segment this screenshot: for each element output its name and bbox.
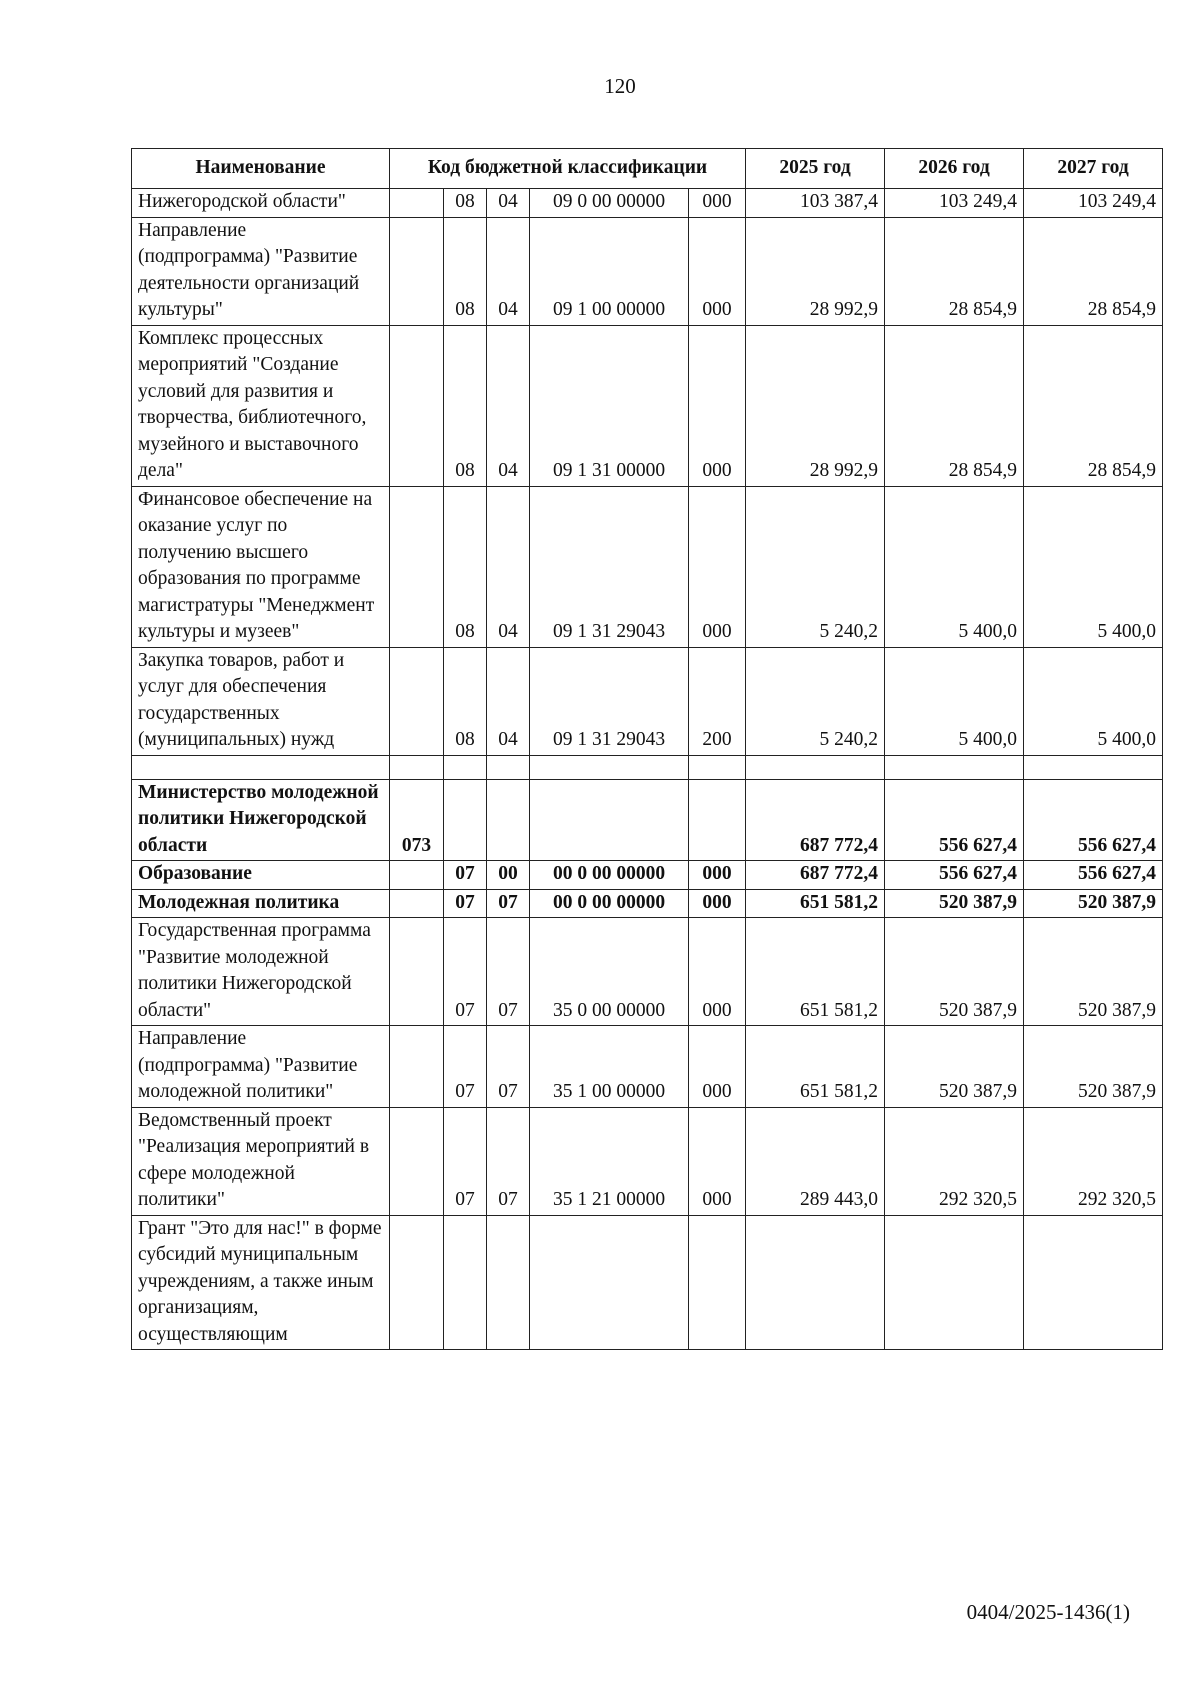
cell-section: 07 — [444, 861, 487, 890]
cell-2025: 5 240,2 — [746, 486, 885, 647]
table-row — [132, 217, 1163, 325]
cell-name: Финансовое обеспечение на оказание услуг по получению высшего образования по программе магистратуры "Менеджмент культуры и музеев" — [132, 486, 390, 647]
cell-target-article: 00 0 00 00000 — [530, 861, 689, 890]
cell-grbs — [390, 755, 444, 779]
cell-subsection: 04 — [487, 647, 530, 755]
cell-2027: 5 400,0 — [1024, 647, 1163, 755]
cell-2025: 28 992,9 — [746, 217, 885, 325]
cell-name: Государственная программа "Развитие молодежной политики Нижегородской области" — [132, 918, 390, 1026]
cell-2025: 103 387,4 — [746, 189, 885, 218]
cell-section — [444, 755, 487, 779]
cell-target-article: 00 0 00 00000 — [530, 889, 689, 918]
cell-2025: 5 240,2 — [746, 647, 885, 755]
table-row — [132, 325, 1163, 486]
cell-target-article: 09 1 31 29043 — [530, 486, 689, 647]
cell-2027 — [1024, 755, 1163, 779]
cell-grbs — [390, 647, 444, 755]
cell-expense-type: 000 — [689, 918, 746, 1026]
cell-subsection — [487, 755, 530, 779]
cell-name: Направление (подпрограмма) "Развитие деятельности организаций культуры" — [132, 217, 390, 325]
cell-grbs — [390, 189, 444, 218]
cell-section: 07 — [444, 889, 487, 918]
cell-subsection: 07 — [487, 1107, 530, 1215]
cell-subsection — [487, 779, 530, 861]
cell-subsection: 07 — [487, 1026, 530, 1108]
cell-name: Направление (подпрограмма) "Развитие молодежной политики" — [132, 1026, 390, 1108]
cell-name: Комплекс процессных мероприятий "Создание условий для развития и творчества, библиотечного, музейного и выставочного дела" — [132, 325, 390, 486]
header-code: Код бюджетной классификации — [390, 149, 746, 189]
cell-grbs — [390, 486, 444, 647]
cell-expense-type: 000 — [689, 325, 746, 486]
cell-subsection — [487, 1215, 530, 1350]
cell-expense-type: 000 — [689, 1026, 746, 1108]
cell-grbs — [390, 1026, 444, 1108]
cell-grbs — [390, 1215, 444, 1350]
cell-2025 — [746, 755, 885, 779]
cell-name: Грант "Это для нас!" в форме субсидий муниципальным учреждениям, а также иным организациям, осуществляющим — [132, 1215, 390, 1350]
cell-grbs — [390, 861, 444, 890]
table-row — [132, 1215, 1163, 1350]
cell-2027: 520 387,9 — [1024, 1026, 1163, 1108]
cell-subsection: 04 — [487, 486, 530, 647]
cell-grbs — [390, 889, 444, 918]
table-row — [132, 1107, 1163, 1215]
cell-2026 — [885, 755, 1024, 779]
cell-name — [132, 755, 390, 779]
table-row — [132, 779, 1163, 861]
cell-2027: 28 854,9 — [1024, 217, 1163, 325]
cell-subsection: 07 — [487, 918, 530, 1026]
cell-2025: 651 581,2 — [746, 918, 885, 1026]
cell-section: 07 — [444, 1107, 487, 1215]
cell-target-article: 09 1 31 00000 — [530, 325, 689, 486]
cell-target-article: 35 1 21 00000 — [530, 1107, 689, 1215]
cell-2027: 103 249,4 — [1024, 189, 1163, 218]
cell-expense-type: 200 — [689, 647, 746, 755]
cell-expense-type — [689, 755, 746, 779]
cell-grbs — [390, 1107, 444, 1215]
cell-2027 — [1024, 1215, 1163, 1350]
cell-target-article — [530, 755, 689, 779]
cell-2027: 5 400,0 — [1024, 486, 1163, 647]
cell-2025: 651 581,2 — [746, 889, 885, 918]
cell-target-article: 09 0 00 00000 — [530, 189, 689, 218]
cell-2026: 5 400,0 — [885, 486, 1024, 647]
cell-2027: 520 387,9 — [1024, 918, 1163, 1026]
cell-grbs: 073 — [390, 779, 444, 861]
cell-expense-type — [689, 779, 746, 861]
cell-section — [444, 779, 487, 861]
header-2025: 2025 год — [746, 149, 885, 189]
cell-2025: 289 443,0 — [746, 1107, 885, 1215]
cell-subsection: 04 — [487, 217, 530, 325]
cell-section: 08 — [444, 325, 487, 486]
cell-2025: 651 581,2 — [746, 1026, 885, 1108]
cell-2026: 28 854,9 — [885, 325, 1024, 486]
cell-subsection: 04 — [487, 189, 530, 218]
cell-section: 08 — [444, 189, 487, 218]
header-2026: 2026 год — [885, 149, 1024, 189]
cell-2026: 28 854,9 — [885, 217, 1024, 325]
cell-target-article: 09 1 31 29043 — [530, 647, 689, 755]
cell-target-article: 35 1 00 00000 — [530, 1026, 689, 1108]
cell-2026: 556 627,4 — [885, 861, 1024, 890]
cell-expense-type — [689, 1215, 746, 1350]
cell-2026 — [885, 1215, 1024, 1350]
table-row — [132, 1026, 1163, 1108]
cell-2025: 687 772,4 — [746, 861, 885, 890]
cell-section: 08 — [444, 486, 487, 647]
cell-2026: 5 400,0 — [885, 647, 1024, 755]
cell-subsection: 04 — [487, 325, 530, 486]
cell-2026: 520 387,9 — [885, 918, 1024, 1026]
table-row — [132, 889, 1163, 918]
cell-2027: 292 320,5 — [1024, 1107, 1163, 1215]
cell-grbs — [390, 217, 444, 325]
page-number: 120 — [604, 74, 636, 98]
cell-name: Нижегородской области" — [132, 189, 390, 218]
cell-2025 — [746, 1215, 885, 1350]
cell-target-article: 35 0 00 00000 — [530, 918, 689, 1026]
cell-expense-type: 000 — [689, 1107, 746, 1215]
cell-name: Закупка товаров, работ и услуг для обеспечения государственных (муниципальных) нужд — [132, 647, 390, 755]
table-row — [132, 918, 1163, 1026]
cell-expense-type: 000 — [689, 486, 746, 647]
cell-section: 08 — [444, 647, 487, 755]
cell-grbs — [390, 918, 444, 1026]
cell-2027: 520 387,9 — [1024, 889, 1163, 918]
cell-target-article — [530, 779, 689, 861]
table-row — [132, 486, 1163, 647]
cell-target-article — [530, 1215, 689, 1350]
cell-name: Образование — [132, 861, 390, 890]
cell-grbs — [390, 325, 444, 486]
table-header-row — [132, 149, 1163, 189]
cell-expense-type: 000 — [689, 889, 746, 918]
cell-section: 07 — [444, 1026, 487, 1108]
header-name: Наименование — [132, 149, 390, 189]
cell-2027: 28 854,9 — [1024, 325, 1163, 486]
table-row — [132, 189, 1163, 218]
cell-2026: 292 320,5 — [885, 1107, 1024, 1215]
document-id: 0404/2025-1436(1) — [966, 1600, 1130, 1624]
cell-name: Министерство молодежной политики Нижегородской области — [132, 779, 390, 861]
table-body — [132, 189, 1163, 1350]
cell-name: Ведомственный проект "Реализация мероприятий в сфере молодежной политики" — [132, 1107, 390, 1215]
cell-name: Молодежная политика — [132, 889, 390, 918]
cell-2027: 556 627,4 — [1024, 779, 1163, 861]
budget-table — [131, 148, 1163, 1350]
cell-2027: 556 627,4 — [1024, 861, 1163, 890]
table-row — [132, 861, 1163, 890]
cell-section: 07 — [444, 918, 487, 1026]
cell-section — [444, 1215, 487, 1350]
cell-2025: 687 772,4 — [746, 779, 885, 861]
cell-subsection: 00 — [487, 861, 530, 890]
table-spacer-row — [132, 755, 1163, 779]
header-2027: 2027 год — [1024, 149, 1163, 189]
cell-expense-type: 000 — [689, 861, 746, 890]
cell-expense-type: 000 — [689, 189, 746, 218]
cell-subsection: 07 — [487, 889, 530, 918]
table-row — [132, 647, 1163, 755]
cell-section: 08 — [444, 217, 487, 325]
cell-2026: 556 627,4 — [885, 779, 1024, 861]
cell-2026: 520 387,9 — [885, 889, 1024, 918]
cell-target-article: 09 1 00 00000 — [530, 217, 689, 325]
cell-expense-type: 000 — [689, 217, 746, 325]
cell-2025: 28 992,9 — [746, 325, 885, 486]
cell-2026: 520 387,9 — [885, 1026, 1024, 1108]
cell-2026: 103 249,4 — [885, 189, 1024, 218]
